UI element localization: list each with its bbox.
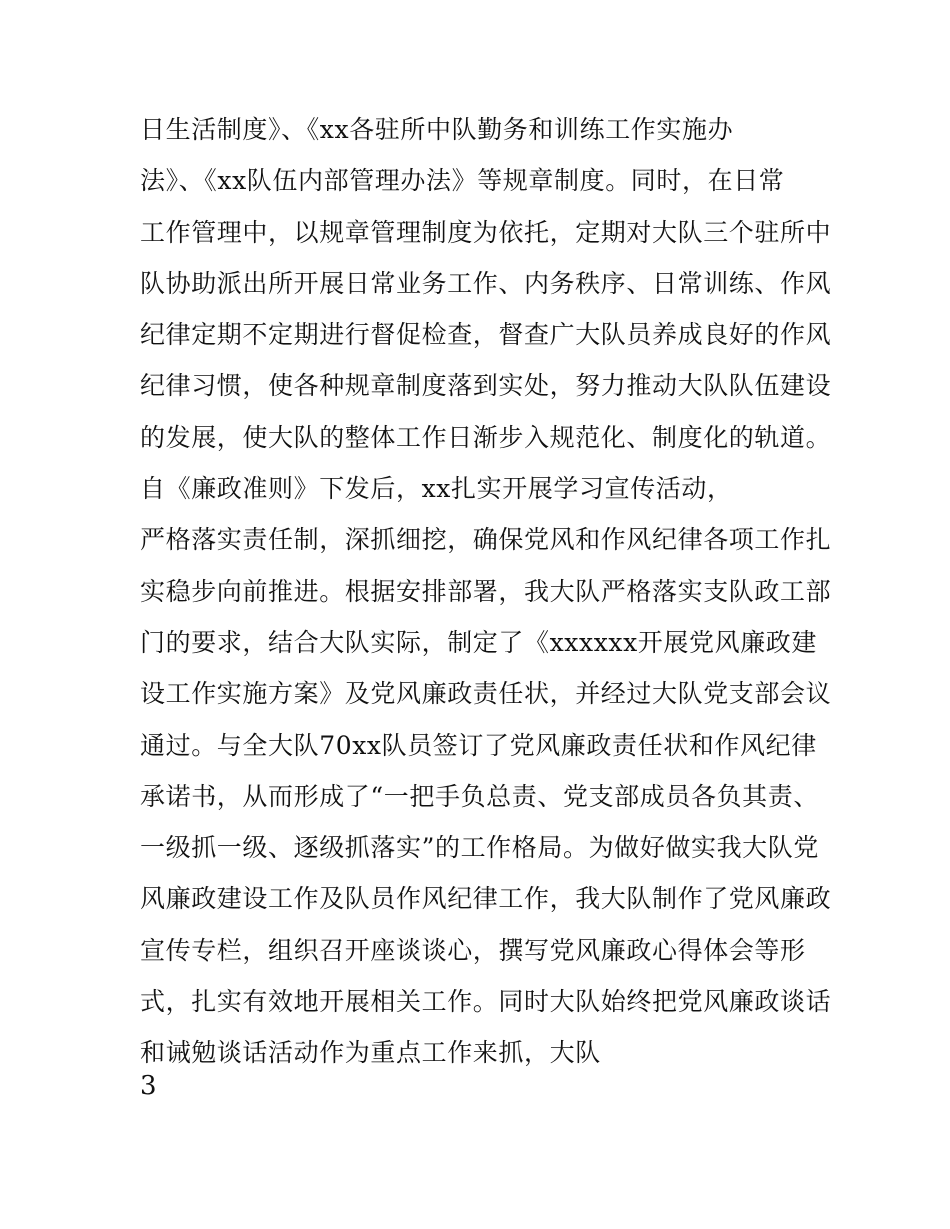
text-line: 日生活制度》、《xx各驻所中队勤务和训练工作实施办 <box>140 115 734 144</box>
page-number: 3 <box>140 1071 157 1101</box>
text-line: 严格落实责任制，深抓细挖，确保党风和作风纪律各项工作扎 <box>140 525 832 555</box>
text-line: 和诫勉谈话活动作为重点工作来抓，大队 <box>140 1038 601 1068</box>
text-line: 风廉政建设工作及队员作风纪律工作，我大队制作了党风廉政 <box>140 884 832 914</box>
text-line: 纪律定期不定期进行督促检查，督查广大队员养成良好的作风 <box>140 320 832 350</box>
text-line: 的发展，使大队的整体工作日渐步入规范化、制度化的轨道。 <box>140 422 832 452</box>
text-line: 队协助派出所开展日常业务工作、内务秩序、日常训练、作风 <box>140 268 832 298</box>
text-line: 一级抓一级、逐级抓落实”的工作格局。为做好做实我大队党 <box>140 833 819 863</box>
text-line: 门的要求，结合大队实际，制定了《xxxxxx开展党风廉政建 <box>140 627 817 657</box>
text-line: 设工作实施方案》及党风廉政责任状，并经过大队党支部会议 <box>140 679 832 709</box>
text-line: 自《廉政准则》下发后，xx扎实开展学习宣传活动， <box>140 474 733 504</box>
text-line: 工作管理中，以规章管理制度为依托，定期对大队三个驻所中 <box>140 217 832 247</box>
text-line: 宣传专栏，组织召开座谈谈心，撰写党风廉政心得体会等形 <box>140 935 806 965</box>
text-line: 承诺书，从而形成了“一把手负总责、党支部成员各负其责、 <box>140 781 819 811</box>
text-line: 纪律习惯，使各种规章制度落到实处，努力推动大队队伍建设 <box>140 371 832 401</box>
text-line: 实稳步向前推进。根据安排部署，我大队严格落实支队政工部 <box>140 576 832 606</box>
text-line: 法》、《xx队伍内部管理办法》等规章制度。同时，在日常 <box>140 166 785 196</box>
text-line: 式，扎实有效地开展相关工作。同时大队始终把党风廉政谈话 <box>140 987 832 1017</box>
text-line: 通过。与全大队70xx队员签订了党风廉政责任状和作风纪律 <box>140 730 817 760</box>
body-text <box>140 104 830 1079</box>
